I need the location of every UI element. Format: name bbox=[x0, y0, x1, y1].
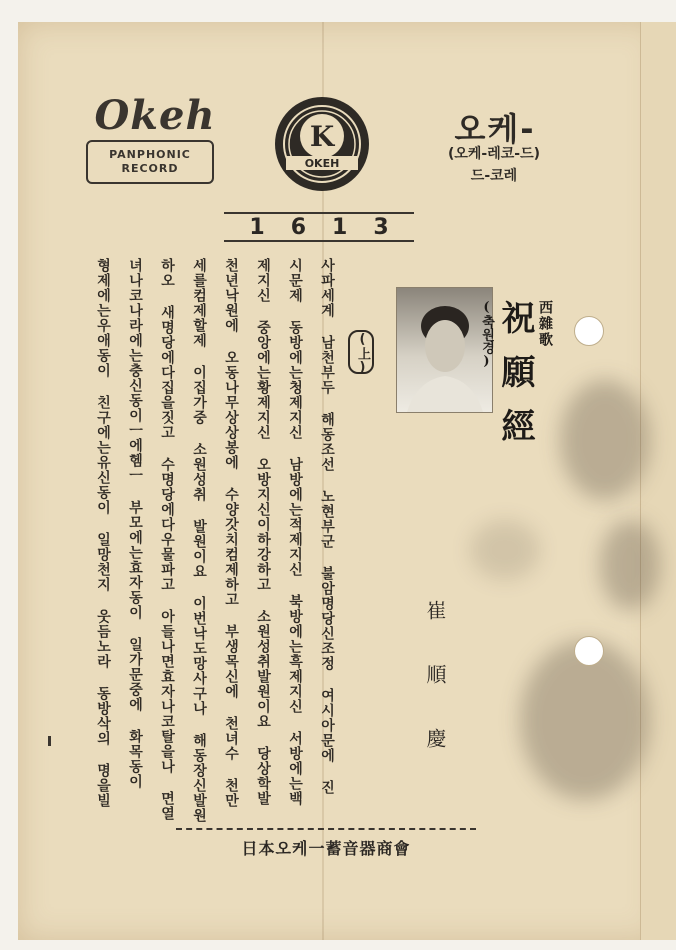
emblem-text: OKEH bbox=[304, 157, 340, 170]
lyric-column: 시문제 동방에는청제지신 남방에는적제지신 북방에는흑제지신 서방에는백 bbox=[287, 258, 303, 806]
lyric-column: 천년낙원에 오동나무상상봉에 수양갓치컴제하고 부생목신에 천녀수 천만 bbox=[223, 258, 239, 808]
song-title-reading: (축원경) bbox=[479, 300, 494, 369]
okeh-logo: Okeh bbox=[94, 92, 216, 139]
okeh-emblem-icon bbox=[272, 94, 372, 194]
catalog-number: 1613 bbox=[224, 212, 414, 242]
publisher-footer: 日本오케一蓄音器商會 bbox=[241, 839, 411, 858]
singer-name: 崔順慶 bbox=[423, 600, 447, 792]
lyric-column: 녀나코나라에는충신동이ㅡ에헴ㅡ 부모에는효자동이 일가문중에 화목동이 bbox=[127, 258, 143, 789]
panphonic-text: PANPHONIC bbox=[109, 148, 191, 161]
lyric-column: 세를컴제할제 이집가중 소원성취 발원이요 이번낙도망사구나 해동장신발원 bbox=[191, 258, 207, 823]
punch-hole bbox=[574, 636, 604, 666]
punch-hole bbox=[574, 316, 604, 346]
part-marker: (上) bbox=[348, 330, 374, 374]
margin-mark bbox=[48, 736, 51, 746]
adjacent-sheet-edge bbox=[640, 22, 676, 940]
stain-mark bbox=[560, 380, 650, 500]
song-title-block bbox=[479, 300, 555, 650]
song-title: 祝願經 bbox=[495, 300, 535, 462]
stain-mark bbox=[600, 520, 660, 610]
lyric-column: 하오 새명당에다집을짓고 수명당에다우물파고 아들나면효자나코탈을나 면열 bbox=[159, 258, 175, 821]
lyric-column: 형제에는우애동이 친구에는유신동이 일망천지 웃듬노라 동방삭의 명을빌 bbox=[95, 258, 111, 808]
lyric-column: 제지신 중앙에는황제지신 오방지신이하강하고 소원성취발원이요 당상학발 bbox=[255, 258, 271, 806]
emblem-letter: K bbox=[309, 120, 335, 153]
genre-label: 西雜歌 bbox=[537, 300, 553, 348]
lyric-column: 사파세계 남천부두 해동조선 노현부군 불암명당신조정 여시아문에 진 bbox=[319, 258, 335, 795]
brand-korean-name: 오케- bbox=[454, 110, 536, 148]
record-text: RECORD bbox=[121, 162, 179, 175]
brand-record-line: (오케-레코-드) bbox=[447, 146, 541, 162]
panphonic-record-badge bbox=[86, 140, 214, 184]
brand-record-line-2: 드-코레 bbox=[470, 168, 518, 184]
footer-divider bbox=[176, 828, 476, 830]
